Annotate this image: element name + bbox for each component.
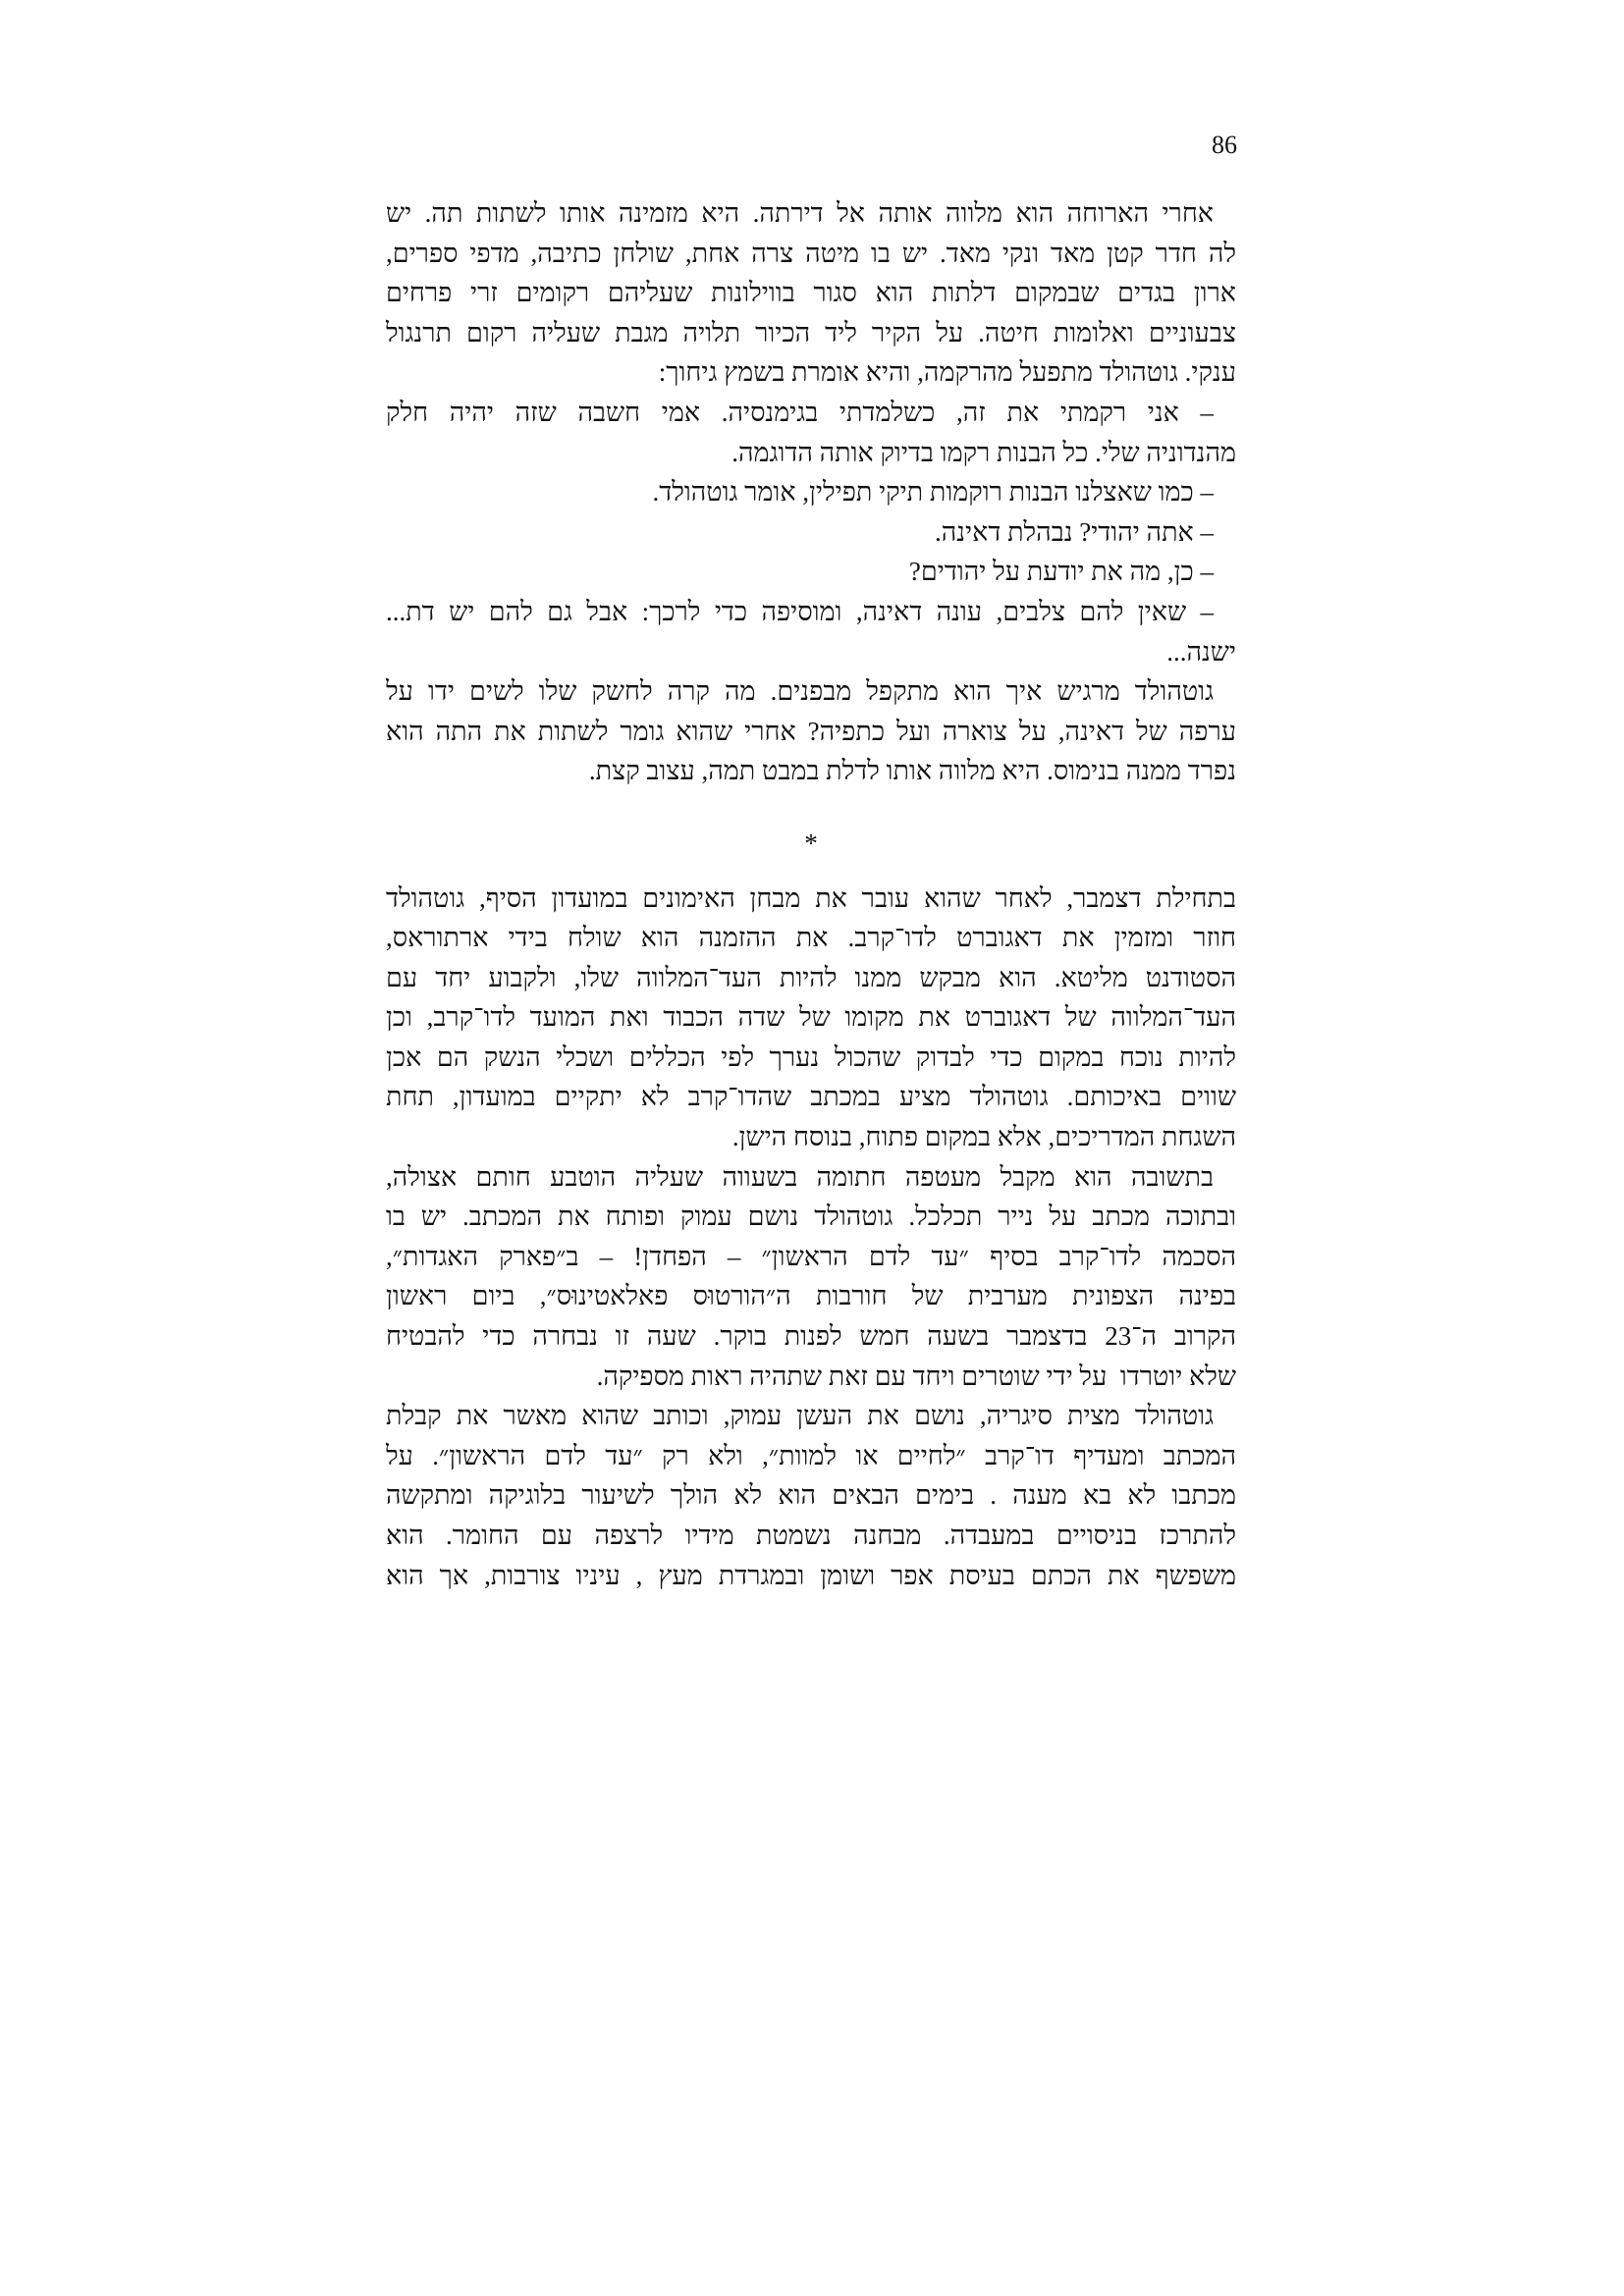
paragraph [386,1396,1236,1595]
paragraph [386,552,1236,592]
text-line: המכתב ומעדיף דו־קרב ״לחיים או למוות״, ולא רק ״עד לדם הראשון״. על [386,1440,1236,1470]
text-line: הסטודנט מליטא. הוא מבקש ממנו להיות העד־המלווה שלו, ולקבוע יחד עם [386,962,1236,992]
text-line: העד־המלווה של דאגוברט את מקומו של שדה הכבוד ואת המועד לדו־קרב, וכן [386,1002,1236,1033]
text-line: אחרי הארוחה הוא מלווה אותה אל דירתה. היא מזמינה אותו לשתות תה. יש [386,198,1214,228]
paragraph [386,592,1236,671]
text-line: – כן, מה את יודעת על יהודים? [908,557,1214,587]
text-line: – אני רקמתי את זה, כשלמדתי בגימנסיה. אמי חשבה שזה יהיה חלק [386,397,1214,427]
text-line: – אתה יהודי? נבהלת דאינה. [934,516,1214,547]
text-line: – שאין להם צלבים, עונה דאינה, ומוסיפה כדי לרכך: אבל גם להם יש דת... [386,596,1214,626]
text-line: חוזר ומזמין את דאגוברט לדו־קרב. את ההזמנה הוא שולח בידי ארתוראס, [386,923,1236,953]
section-break-asterisk: * [804,828,818,858]
paragraph [386,472,1236,512]
text-line: הקרוב ה־23 בדצמבר בשעה חמש לפנות בוקר. שעה זו נבחרה כדי להבטיח [386,1321,1236,1352]
text-line: ארון בגדים שבמקום דלתות הוא סגור בווילונות שעליהם רקומים זרי פרחים [386,278,1236,308]
paragraph [386,1157,1236,1397]
text-line: בתחילת דצמבר, לאחר שהוא עובר את מבחן האימונים במועדון הסיף, גוטהולד [386,882,1236,913]
body-text [386,193,1236,1595]
text-line: – כמו שאצלנו הבנות רוקמות תיקי תפילין, אומר גוטהולד. [652,477,1214,507]
text-line: להתרכז בניסויים במעבדה. מבחנה נשמטת מידיו לרצפה עם החומר. הוא [386,1521,1236,1550]
paragraph [386,879,1236,1157]
text-line: בפינה הצפונית מערבית של חורבות ה״הורטוּס פאלאטינוּס״, ביום ראשון [386,1281,1236,1311]
text-line: ענקי. גוטהולד מתפעל מהרקמה, והיא אומרת בשמץ גיחוך: [658,357,1236,388]
text-before-break [386,193,1236,791]
text-line: צבעוניים ואלומות חיטה. על הקיר ליד הכיור תלויה מגבת שעליה רקום תרנגול [386,317,1236,347]
page-number: 86 [1212,131,1237,159]
paragraph [386,512,1236,553]
text-line: נפרד ממנה בנימוס. היא מלווה אותו לדלת במבט תמה, עצוב קצת. [588,756,1236,786]
text-line: לה חדר קטן מאד ונקי מאד. יש בו מיטה צרה אחת, שולחן כתיבה, מדפי ספרים, [386,238,1236,268]
paragraph [386,671,1236,791]
text-line: מכתבו לא בא מענה . בימים הבאים הוא לא הולך לשיעור בלוגיקה ומתקשה [386,1480,1236,1511]
text-line: בתשובה הוא מקבל מעטפה חתומה בשעווה שעליה הוטבע חותם אצולה, [386,1161,1214,1192]
text-line: ערפה של דאינה, על צוארה ועל כתפיה? אחרי שהוא גומר לשתות את התה הוא [386,716,1236,746]
text-line: הסכמה לדו־קרב בסיף ״עד לדם הראשון״ – הפחדן! – ב״פארק האגדות״, [386,1241,1236,1271]
text-line: שווים באיכותם. גוטהולד מציע במכתב שהדו־קרב לא יתקיים במועדון, תחת [386,1082,1236,1112]
text-line: גוטהולד מרגיש איך הוא מתקפל מבפנים. מה קרה לחשק שלו לשים ידו על [386,676,1214,707]
paragraph [386,193,1236,393]
text-after-break [386,879,1236,1596]
text-line: גוטהולד מצית סיגריה, נושם את העשן עמוק, וכותב שהוא מאשר את קבלת [386,1401,1214,1431]
text-line: שלא יוטרדו על ידי שוטרים ויחד עם זאת שתהיה ראות מספיקה. [596,1361,1236,1391]
text-line: ישנה... [1166,636,1236,667]
text-line: ובתוכה מכתב על נייר תכלכל. גוטהולד נושם עמוק ופותח את המכתב. יש בו [386,1201,1236,1232]
text-line: להיות נוכח במקום כדי לבדוק שהכול נערך לפי הכללים ושכלי הנשק הם אכן [386,1041,1236,1072]
text-line: השגחת המדריכים, אלא במקום פתוח, בנוסח הישן. [731,1122,1236,1152]
text-line: מהנדוניה שלי. כל הבנות רקמו בדיוק אותה הדוגמה. [731,437,1236,467]
text-line: משפשף את הכתם בעיסת אפר ושומן ובמגרדת מעץ , עיניו צורבות, אך הוא [386,1560,1236,1590]
paragraph [386,393,1236,472]
